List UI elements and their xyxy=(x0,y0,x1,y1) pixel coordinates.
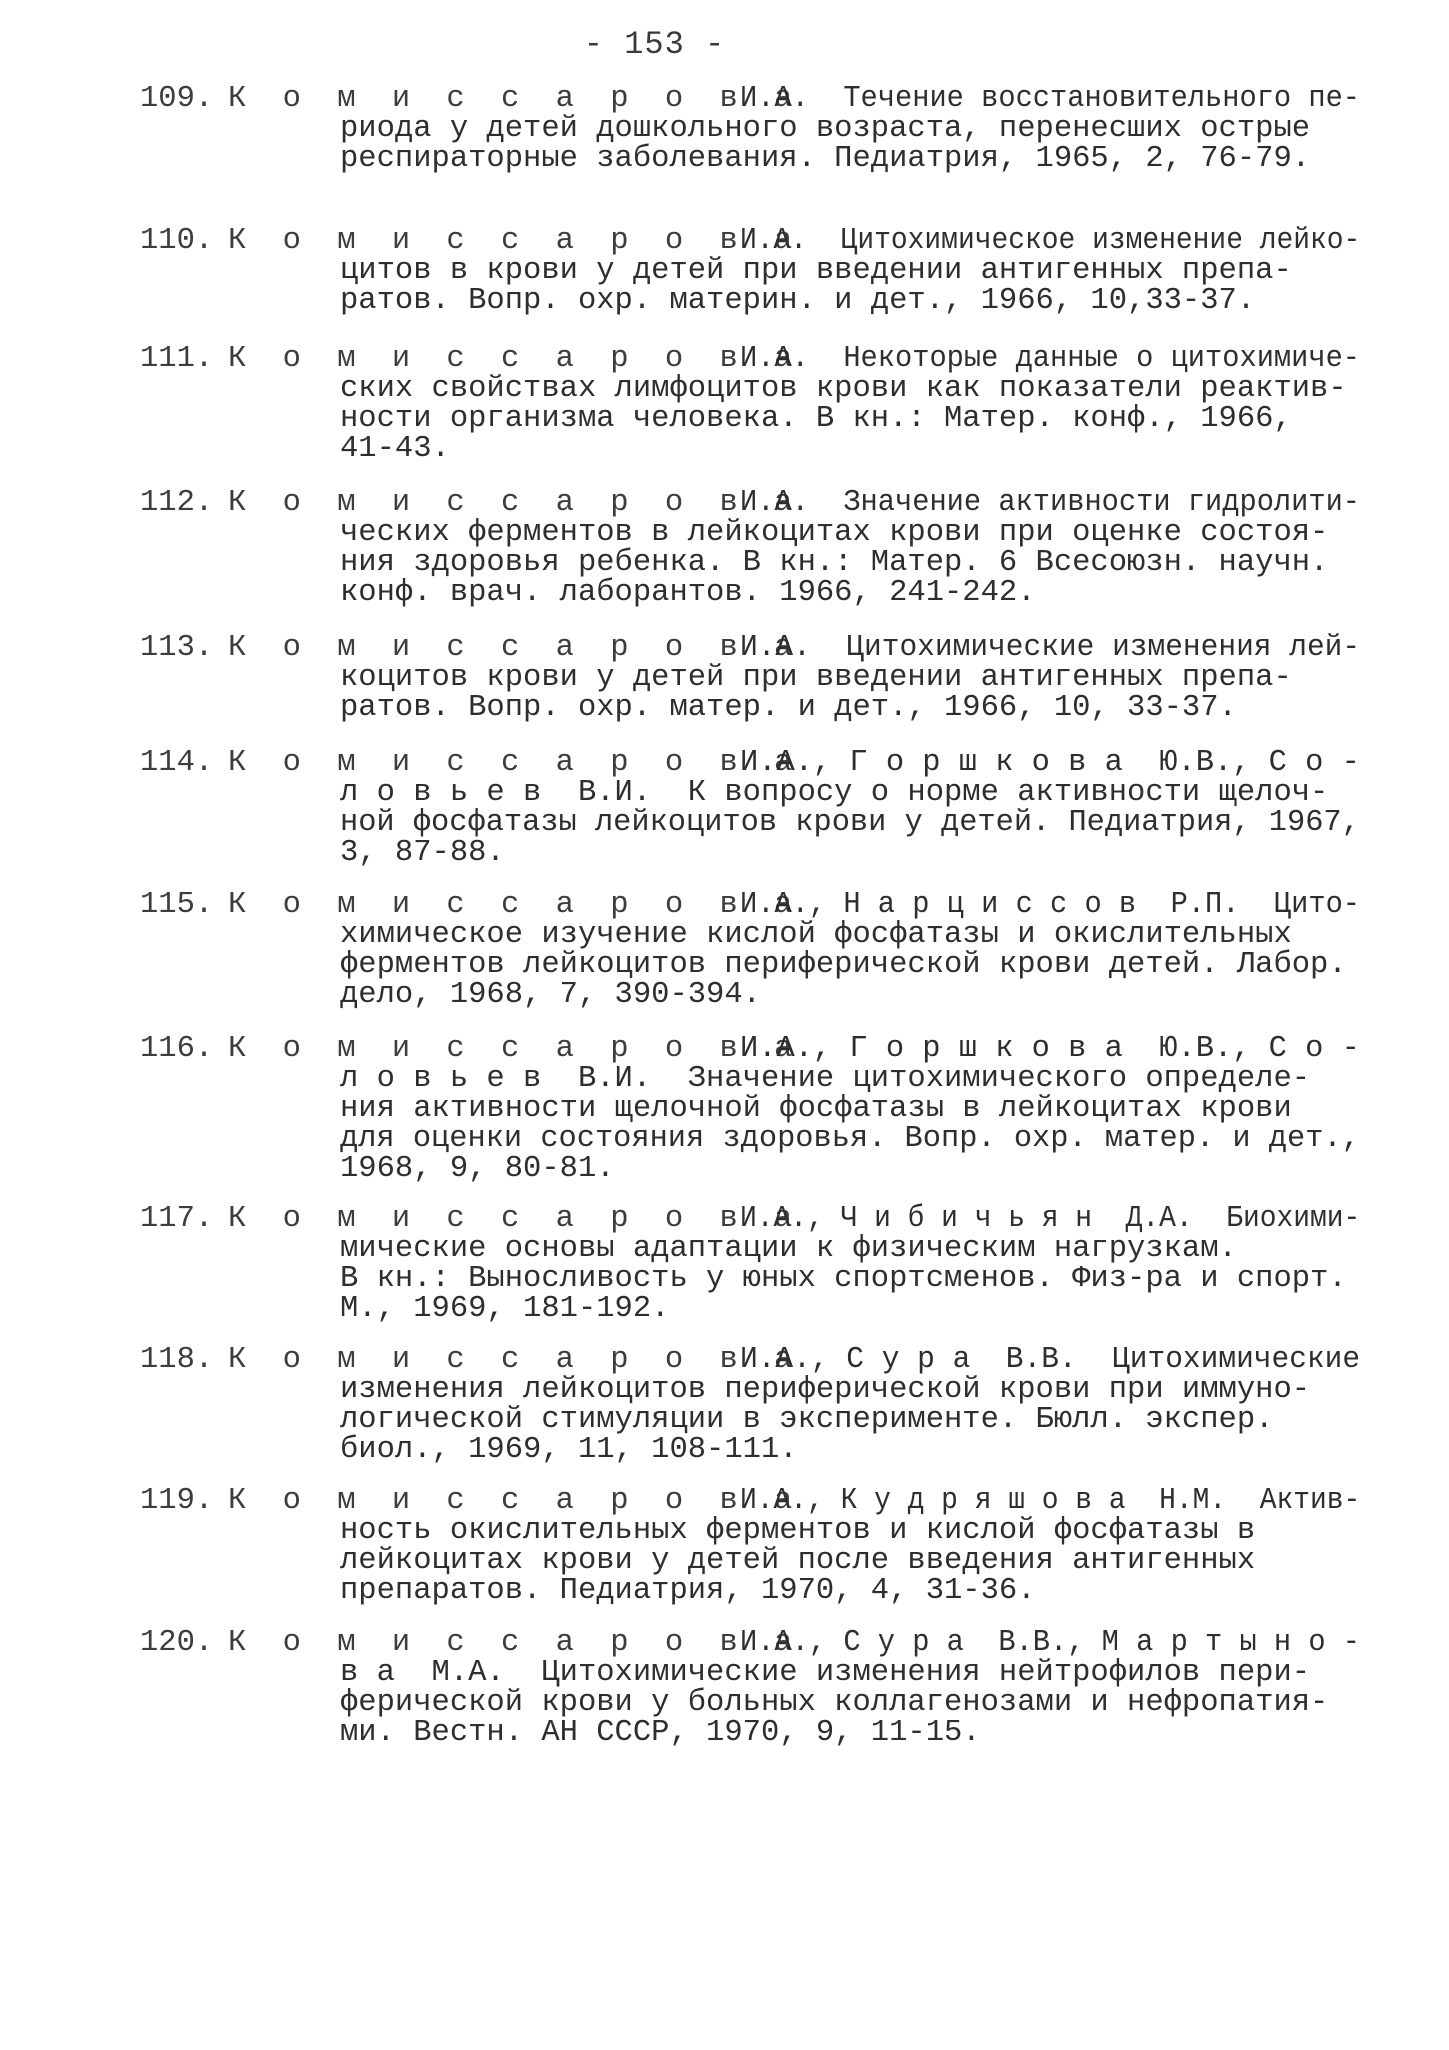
entry-line: ских свойствах лимфоцитов крови как показатели реактив- xyxy=(340,372,1347,406)
entry-line: цитов в крови у детей при введении антигенных препа- xyxy=(340,254,1292,288)
entry-line: химическое изучение кислой фосфатазы и окислительных xyxy=(340,918,1292,952)
page-number: - 153 - xyxy=(583,26,726,63)
entry-first-line: И.А., Г о р ш к о в а Ю.В., С о - xyxy=(740,746,1360,780)
entry-author: К о м и с с а р о в а xyxy=(228,1484,802,1518)
entry-author: К о м и с с а р о в а xyxy=(228,486,802,520)
bibliography-entry xyxy=(140,488,1360,614)
bibliography-entry xyxy=(140,1204,1360,1330)
entry-line: лейкоцитах крови у детей после введения антигенных xyxy=(340,1544,1256,1578)
entry-first-line: И.А. Цитохимические изменения лей- xyxy=(740,631,1361,665)
entry-author: К о м и с с а р о в а xyxy=(228,888,802,922)
entry-line: изменения лейкоцитов периферической крови при иммуно- xyxy=(340,1373,1311,1407)
entry-author: К о м и с с а р о в а xyxy=(228,1626,802,1660)
entry-line: л о в ь е в В.И. К вопросу о норме активности щелоч- xyxy=(340,776,1329,810)
entry-number: 113. xyxy=(140,631,214,665)
entry-line: ферической крови у больных коллагенозами и нефропатия- xyxy=(340,1686,1329,1720)
entry-first-line: И.А. Значение активности гидролити- xyxy=(740,486,1361,520)
entry-line: ферментов лейкоцитов периферической крови детей. Лабор. xyxy=(340,948,1347,982)
entry-author: К о м и с с а р о в а xyxy=(228,1202,802,1236)
bibliography-entry xyxy=(140,226,1360,322)
entry-line: конф. врач. лаборантов. 1966, 241-242. xyxy=(340,576,1036,610)
entry-number: 109. xyxy=(140,82,214,116)
entry-line: 3, 87-88. xyxy=(340,836,505,870)
entry-first-line: И.А. Течение восстановительного пе- xyxy=(740,82,1361,116)
entry-author: К о м и с с а р о в а xyxy=(228,746,802,780)
bibliography-entry xyxy=(140,84,1360,180)
entry-first-line: И.А., Ч и б и ч ь я н Д.А. Биохими- xyxy=(740,1202,1361,1236)
entry-author: К о м и с с а р о в а xyxy=(228,631,802,665)
entry-author: К о м и с с а р о в а xyxy=(228,82,802,116)
entry-first-line: И.А., Н а р ц и с с о в Р.П. Цито- xyxy=(740,888,1361,922)
entry-line: ния активности щелочной фосфатазы в лейкоцитах крови xyxy=(340,1092,1292,1126)
entry-number: 116. xyxy=(140,1032,214,1066)
entry-author: К о м и с с а р о в а xyxy=(228,1343,802,1377)
entry-number: 117. xyxy=(140,1202,214,1236)
entry-number: 111. xyxy=(140,342,214,376)
entry-line: ния здоровья ребенка. В кн.: Матер. 6 Всесоюзн. научн. xyxy=(340,546,1329,580)
entry-line: ратов. Вопр. охр. матер. и дет., 1966, 10, 33-37. xyxy=(340,691,1237,725)
bibliography-entry xyxy=(140,1034,1360,1190)
entry-number: 115. xyxy=(140,888,214,922)
entry-line: 41-43. xyxy=(340,432,450,466)
entry-line: ратов. Вопр. охр. материн. и дет., 1966, 10,33-37. xyxy=(340,284,1256,318)
bibliography-entry xyxy=(140,1486,1360,1612)
entry-line: биол., 1969, 11, 108-111. xyxy=(340,1433,798,1467)
entry-line: риода у детей дошкольного возраста, перенесших острые xyxy=(340,112,1311,146)
bibliography-entry xyxy=(140,1628,1360,1754)
entry-first-line: И.А. Цитохимическое изменение лейко- xyxy=(740,224,1361,258)
entry-line: респираторные заболевания. Педиатрия, 1965, 2, 76-79. xyxy=(340,142,1311,176)
entry-line: М., 1969, 181-192. xyxy=(340,1292,670,1326)
entry-number: 119. xyxy=(140,1484,214,1518)
entry-author: К о м и с с а р о в а xyxy=(228,342,802,376)
entry-line: дело, 1968, 7, 390-394. xyxy=(340,978,761,1012)
entry-line: 1968, 9, 80-81. xyxy=(340,1152,615,1186)
bibliography-entry xyxy=(140,344,1360,470)
bibliography-entry xyxy=(140,633,1360,729)
entry-number: 114. xyxy=(140,746,214,780)
entry-line: для оценки состояния здоровья. Вопр. охр. матер. и дет., xyxy=(340,1122,1360,1156)
bibliography-entry xyxy=(140,748,1360,874)
entry-line: препаратов. Педиатрия, 1970, 4, 31-36. xyxy=(340,1574,1036,1608)
entry-line: мические основы адаптации к физическим нагрузкам. xyxy=(340,1232,1237,1266)
entry-number: 118. xyxy=(140,1343,214,1377)
entry-number: 110. xyxy=(140,224,214,258)
entry-line: логической стимуляции в эксперименте. Бюлл. экспер. xyxy=(340,1403,1274,1437)
entry-line: ной фосфатазы лейкоцитов крови у детей. Педиатрия, 1967, xyxy=(340,806,1360,840)
entry-author: К о м и с с а р о в а xyxy=(228,1032,802,1066)
entry-line: л о в ь е в В.И. Значение цитохимического определе- xyxy=(340,1062,1311,1096)
entry-first-line: И.А., С у р а В.В., М а р т ы н о - xyxy=(740,1626,1361,1660)
entry-number: 120. xyxy=(140,1626,214,1660)
entry-first-line: И.А., К у д р я ш о в а Н.М. Актив- xyxy=(740,1484,1361,1518)
entry-line: коцитов крови у детей при введении антигенных препа- xyxy=(340,661,1292,695)
bibliography-entry xyxy=(140,890,1360,1016)
entry-line: ческих ферментов в лейкоцитах крови при оценке состоя- xyxy=(340,516,1329,550)
entry-line: ности организма человека. В кн.: Матер. конф., 1966, xyxy=(340,402,1292,436)
bibliography-entry xyxy=(140,1345,1360,1471)
entry-line: ми. Вестн. АН СССР, 1970, 9, 11-15. xyxy=(340,1716,981,1750)
entry-first-line: И.А., С у р а В.В. Цитохимические xyxy=(740,1343,1361,1377)
entry-number: 112. xyxy=(140,486,214,520)
entry-line: в а М.А. Цитохимические изменения нейтрофилов пери- xyxy=(340,1656,1311,1690)
entry-line: ность окислительных ферментов и кислой фосфатазы в xyxy=(340,1514,1256,1548)
entry-first-line: И.А. Некоторые данные о цитохимиче- xyxy=(740,342,1361,376)
entry-line: В кн.: Выносливость у юных спортсменов. Физ-ра и спорт. xyxy=(340,1262,1347,1296)
entry-author: К о м и с с а р о в а xyxy=(228,224,802,258)
entry-first-line: И.А., Г о р ш к о в а Ю.В., С о - xyxy=(740,1032,1360,1066)
